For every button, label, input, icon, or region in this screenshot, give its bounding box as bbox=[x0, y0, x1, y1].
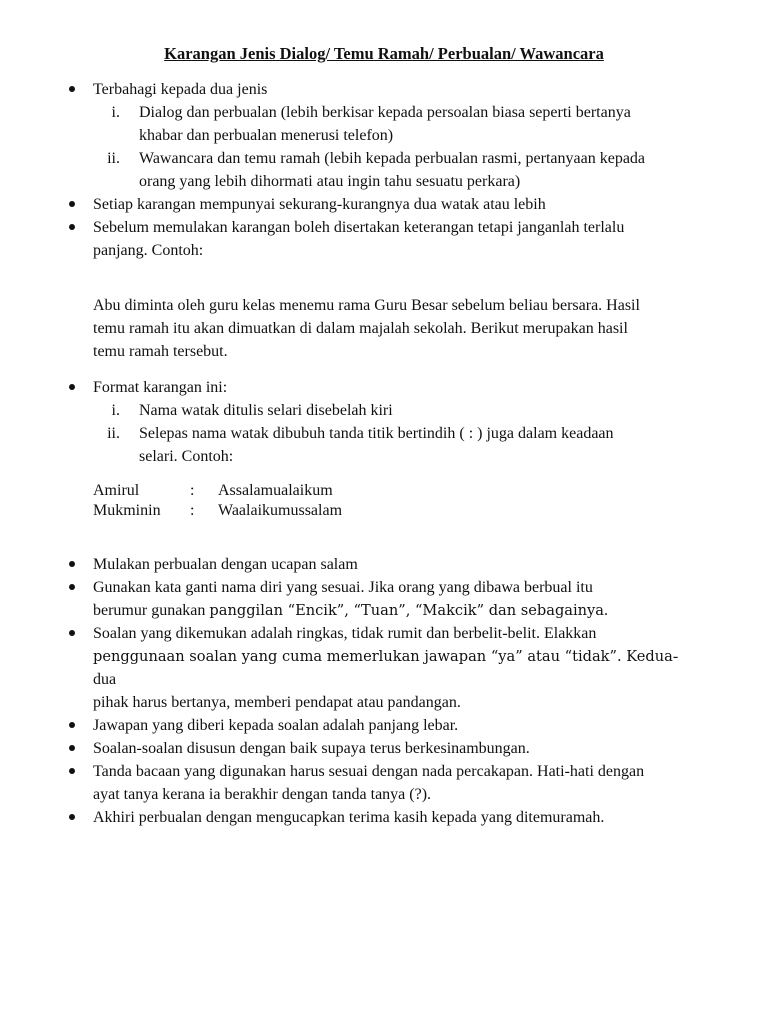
dialog-colon: : bbox=[190, 482, 195, 499]
sub-item bbox=[0, 399, 714, 422]
example-line: temu ramah itu akan dimuatkan di dalam majalah sekolah. Berikut merupakan hasil bbox=[93, 320, 628, 337]
bullet-text-line: Gunakan kata ganti nama diri yang sesuai. Jika orang yang dibawa berbual itu bbox=[93, 579, 593, 596]
bullet-icon bbox=[69, 384, 75, 390]
bullet-icon bbox=[69, 768, 75, 774]
sub-item bbox=[0, 147, 714, 193]
emphasis-text: penggunaan soalan yang cuma memerlukan jawapan “ya” atau “tidak”. Kedua bbox=[93, 648, 673, 665]
bullet-text: Terbahagi kepada dua jenis bbox=[93, 81, 268, 98]
page-title: Karangan Jenis Dialog/ Temu Ramah/ Perbualan/ Wawancara bbox=[164, 44, 604, 63]
bullet-text: Soalan-soalan disusun dengan baik supaya terus berkesinambungan. bbox=[93, 740, 530, 757]
bullet-icon bbox=[69, 561, 75, 567]
dialog-speaker: Amirul bbox=[93, 482, 140, 499]
intro-section bbox=[0, 78, 768, 262]
bullet-icon bbox=[69, 86, 75, 92]
sub-item bbox=[0, 101, 714, 147]
dialog-text: Waalaikumussalam bbox=[218, 502, 343, 519]
example-line: temu ramah tersebut. bbox=[93, 343, 228, 360]
bullet-icon bbox=[69, 584, 75, 590]
bullet-item bbox=[0, 193, 698, 216]
text-run: -dua bbox=[93, 648, 679, 688]
bullet-text-line: Tanda bacaan yang digunakan harus sesuai dengan nada percakapan. Hati-hati dengan bbox=[93, 763, 645, 780]
bullet-text: Akhiri perbualan dengan mengucapkan terima kasih kepada yang ditemuramah. bbox=[93, 809, 605, 826]
bullet-text-line: pihak harus bertanya, memberi pendapat atau pandangan. bbox=[93, 694, 461, 711]
emphasis-text: panggilan “Encik”, “Tuan”, “Makcik” dan sebagainya bbox=[209, 602, 605, 619]
dialog-colon: : bbox=[190, 502, 195, 519]
format-section bbox=[0, 376, 768, 468]
bullet-item bbox=[0, 760, 698, 806]
bullet-icon bbox=[69, 224, 75, 230]
sub-number: ii. bbox=[107, 425, 120, 442]
bullet-item bbox=[0, 216, 698, 262]
bullet-icon bbox=[69, 722, 75, 728]
text-run: . bbox=[604, 602, 609, 619]
bullet-icon bbox=[69, 201, 75, 207]
bullet-text-line bbox=[93, 645, 698, 691]
sub-number: ii. bbox=[107, 150, 120, 167]
example-line: Abu diminta oleh guru kelas menemu rama Guru Besar sebelum beliau bersara. Hasil bbox=[93, 297, 640, 314]
bullet-text: Format karangan ini: bbox=[93, 379, 228, 396]
dialog-speaker: Mukminin bbox=[93, 502, 161, 519]
sub-text-line: selari. Contoh: bbox=[139, 448, 234, 465]
bullet-text-line bbox=[93, 599, 698, 622]
sub-item bbox=[0, 422, 714, 468]
bullet-item bbox=[0, 576, 698, 622]
sub-text-line: khabar dan perbualan menerusi telefon) bbox=[139, 127, 394, 144]
bullet-text-line: ayat tanya kerana ia berakhir dengan tanda tanya (?). bbox=[93, 786, 432, 803]
dialog-text: Assalamualaikum bbox=[218, 482, 333, 499]
dialog-example bbox=[0, 479, 768, 519]
bullet-text: Jawapan yang diberi kepada soalan adalah panjang lebar. bbox=[93, 717, 459, 734]
bullet-text: Mulakan perbualan dengan ucapan salam bbox=[93, 556, 358, 573]
bullet-item bbox=[0, 737, 698, 760]
bullet-item bbox=[0, 622, 698, 714]
bullet-item bbox=[0, 553, 698, 576]
sub-text-line: Selepas nama watak dibubuh tanda titik bertindih ( : ) juga dalam keadaan bbox=[139, 425, 614, 442]
bullet-text: Setiap karangan mempunyai sekurang-kurangnya dua watak atau lebih bbox=[93, 196, 546, 213]
sub-number: i. bbox=[111, 104, 120, 121]
bullet-item bbox=[0, 78, 698, 101]
sub-text-line: Wawancara dan temu ramah (lebih kepada perbualan rasmi, pertanyaan kepada bbox=[139, 150, 646, 167]
dialog-row bbox=[0, 499, 768, 519]
text-run: berumur gunakan bbox=[93, 602, 210, 619]
bullet-item bbox=[0, 806, 698, 829]
tips-section bbox=[0, 553, 768, 829]
sub-text-line: orang yang lebih dihormati atau ingin tahu sesuatu perkara) bbox=[139, 173, 521, 190]
sub-number: i. bbox=[111, 402, 120, 419]
bullet-icon bbox=[69, 630, 75, 636]
bullet-item bbox=[0, 376, 698, 399]
bullet-item bbox=[0, 714, 698, 737]
bullet-text-line: Sebelum memulakan karangan boleh disertakan keterangan tetapi janganlah terlalu bbox=[93, 219, 625, 236]
sub-text-line: Dialog dan perbualan (lebih berkisar kepada persoalan biasa seperti bertanya bbox=[139, 104, 631, 121]
dialog-row bbox=[0, 479, 768, 499]
sub-text-line: Nama watak ditulis selari disebelah kiri bbox=[139, 402, 393, 419]
bullet-text-line: panjang. Contoh: bbox=[93, 242, 204, 259]
example-paragraph bbox=[0, 294, 733, 363]
bullet-icon bbox=[69, 745, 75, 751]
bullet-text-line: Soalan yang dikemukan adalah ringkas, tidak rumit dan berbelit-belit. Elakkan bbox=[93, 625, 597, 642]
bullet-icon bbox=[69, 814, 75, 820]
